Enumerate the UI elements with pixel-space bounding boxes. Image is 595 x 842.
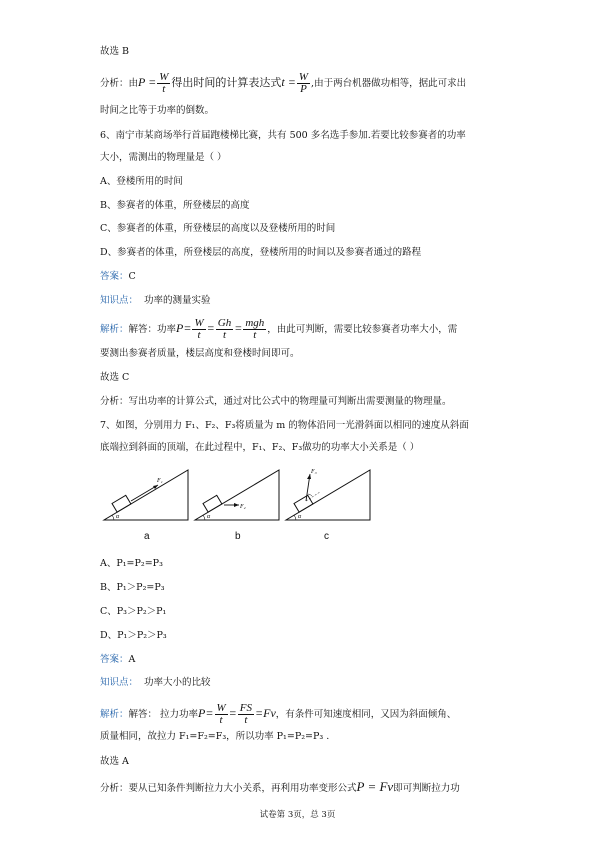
q6-select: 故选 C: [100, 372, 130, 383]
analysis-suffix: ,由于两台机器做功相等，据此可求出: [311, 78, 467, 89]
angle-arc-b: [203, 515, 205, 520]
block-b: [203, 495, 222, 512]
exp-prefix: 解答：功率: [128, 324, 177, 335]
formula-t: t: [281, 75, 285, 89]
arrowhead-icon: [234, 503, 239, 507]
q6-option-a: A、登楼所用的时间: [100, 176, 183, 187]
line-select-b: 故选 B: [100, 46, 130, 57]
block-a: [112, 495, 131, 512]
formula-eq-2: =: [228, 706, 237, 720]
q6-stem-1: 6、南宁市某商场举行首届跑楼梯比赛，共有 500 多名选手参加.若要比较参赛者的功率: [100, 130, 466, 141]
q7-knowledge-point: [100, 676, 211, 690]
exp-label: 解析：: [100, 709, 129, 720]
analysis-prefix: 分析：由: [100, 78, 139, 89]
fraction-w-over-t: [215, 703, 228, 726]
q6-option-c: C、参赛者的体重，所登楼层的高度以及登楼所用的时间: [100, 223, 336, 234]
fraction-gh-over-t: [216, 318, 233, 341]
angle-arc-c: [294, 515, 296, 520]
q6-option-d: D、参赛者的体重，所登楼层的高度，登楼所用的时间以及参赛者通过的路程: [100, 247, 422, 258]
q7-option-d: D、P₁＞P₂＞P₃: [100, 630, 167, 641]
q7-option-b: B、P₁＞P₂=P₃: [100, 582, 165, 593]
numerator: W: [194, 317, 204, 329]
answer-value: C: [128, 271, 136, 282]
angle-label-c: α: [298, 514, 302, 520]
formula-eq-2: =: [206, 321, 215, 335]
exp-suffix: ，有条件可知速度相同，又因为斜面倾角、: [275, 709, 457, 720]
formula-eq: =: [183, 321, 192, 335]
analysis-mid: 得出时间的计算表达式: [171, 76, 282, 89]
q7-explanation-1: [100, 703, 456, 726]
exp-suffix: ，由此可判断，需要比较参赛者功率大小，需: [267, 324, 458, 335]
angle-label-b: α: [207, 514, 211, 520]
formula-p: P: [198, 706, 206, 720]
q6-answer: [100, 270, 136, 284]
denominator: t: [197, 329, 201, 341]
figure-label-b: b: [235, 531, 241, 542]
force-label-f3: F₃: [311, 469, 317, 475]
incline-a: [104, 470, 188, 520]
figure-label-a: a: [144, 531, 150, 542]
fraction-fs-over-t: [238, 703, 254, 726]
force-label-f1: F₁: [157, 478, 163, 484]
incline-c: [286, 470, 370, 520]
incline-figure-a: [102, 464, 190, 522]
q7-stem-2: 底端拉到斜面的顶端，在此过程中，F₁、F₂、F₃做功的功率大小关系是（ ）: [100, 442, 420, 453]
denominator: t: [162, 83, 166, 95]
q6-option-b: B、参赛者的体重，所登楼层的高度: [100, 200, 250, 211]
q7-select: 故选 A: [100, 756, 129, 767]
numerator: W: [159, 71, 169, 83]
force-label-f2: F₂: [240, 504, 246, 510]
angle-arc-force: [308, 494, 312, 496]
formula-eq-2: =: [287, 75, 296, 89]
formula-eq: =: [148, 75, 157, 89]
denominator: t: [222, 329, 227, 341]
numerator: FS: [239, 702, 253, 714]
numerator: Gh: [217, 317, 232, 329]
exp-label: 解析：: [100, 324, 129, 335]
formula-p: P: [176, 321, 184, 335]
denominator: t: [219, 714, 223, 726]
fraction-w-over-t: [157, 72, 170, 95]
answer-label: 答案：: [100, 654, 129, 665]
formula-fv: Fv: [263, 706, 276, 720]
q7-stem-1: 7、如图，分别用力 F₁、F₂、F₃将质量为 m 的物体沿同一光滑斜面以相同的速度从斜面: [100, 420, 469, 431]
q7-option-c: C、P₃＞P₂＞P₁: [100, 606, 167, 617]
incline-b: [195, 470, 279, 520]
kp-label: 知识点：: [100, 677, 139, 688]
figure-label-c: c: [324, 531, 329, 542]
exp-prefix: 解答： 拉力功率: [128, 709, 199, 720]
fraction-w-over-p: [297, 72, 310, 95]
q7-analysis: [100, 780, 460, 796]
page-footer: 试卷第 3页，总 3页: [259, 810, 336, 820]
numerator: W: [216, 702, 226, 714]
q6-explanation-2: 要测出参赛者质量，楼层高度和登楼时间即可。: [100, 348, 300, 359]
denominator: P: [300, 83, 307, 95]
kp-value: 功率大小的比较: [144, 677, 211, 688]
analysis-suffix: 即可判断拉力功: [393, 783, 460, 794]
formula-p: P: [138, 75, 146, 89]
formula-eq-3: =: [255, 706, 264, 720]
formula-eq: =: [205, 706, 214, 720]
angle-arc-a: [112, 515, 114, 520]
formula-eq-3: =: [234, 321, 243, 335]
analysis-prefix: 分析：要从已知条件判断拉力大小关系，再利用功率变形公式: [100, 783, 357, 794]
fraction-mgh-over-t: [243, 318, 266, 341]
q7-option-a: A、P₁=P₂=P₃: [100, 558, 163, 569]
answer-value: A: [128, 654, 136, 665]
q7-explanation-2: 质量相同，故拉力 F₁=F₂=F₃，所以功率 P₁=P₂=P₃ .: [100, 731, 330, 742]
incline-figure-c: [284, 464, 372, 522]
fraction-w-over-t: [192, 318, 205, 341]
incline-figure-b: [193, 464, 281, 522]
block-c: [294, 495, 313, 512]
kp-label: 知识点：: [100, 295, 139, 306]
q6-stem-2: 大小，需测出的物理量是（ ）: [100, 152, 227, 163]
kp-value: 功率的测量实验: [144, 295, 211, 306]
q6-explanation-1: [100, 318, 457, 341]
analysis-line-2: 时间之比等于功率的倒数。: [100, 105, 215, 116]
formula-p-fv: P = Fv: [356, 779, 394, 794]
numerator: W: [298, 71, 309, 83]
numerator: mgh: [245, 317, 265, 329]
q7-answer: [100, 653, 135, 667]
analysis-line-1: [100, 72, 466, 95]
answer-label: 答案：: [100, 271, 129, 282]
denominator: t: [244, 714, 248, 726]
denominator: t: [253, 329, 257, 341]
q6-analysis: 分析：写出功率的计算公式，通过对比公式中的物理量可判断出需要测量的物理量。: [100, 396, 452, 407]
q6-knowledge-point: [100, 294, 211, 308]
angle-label-a: α: [116, 514, 120, 520]
